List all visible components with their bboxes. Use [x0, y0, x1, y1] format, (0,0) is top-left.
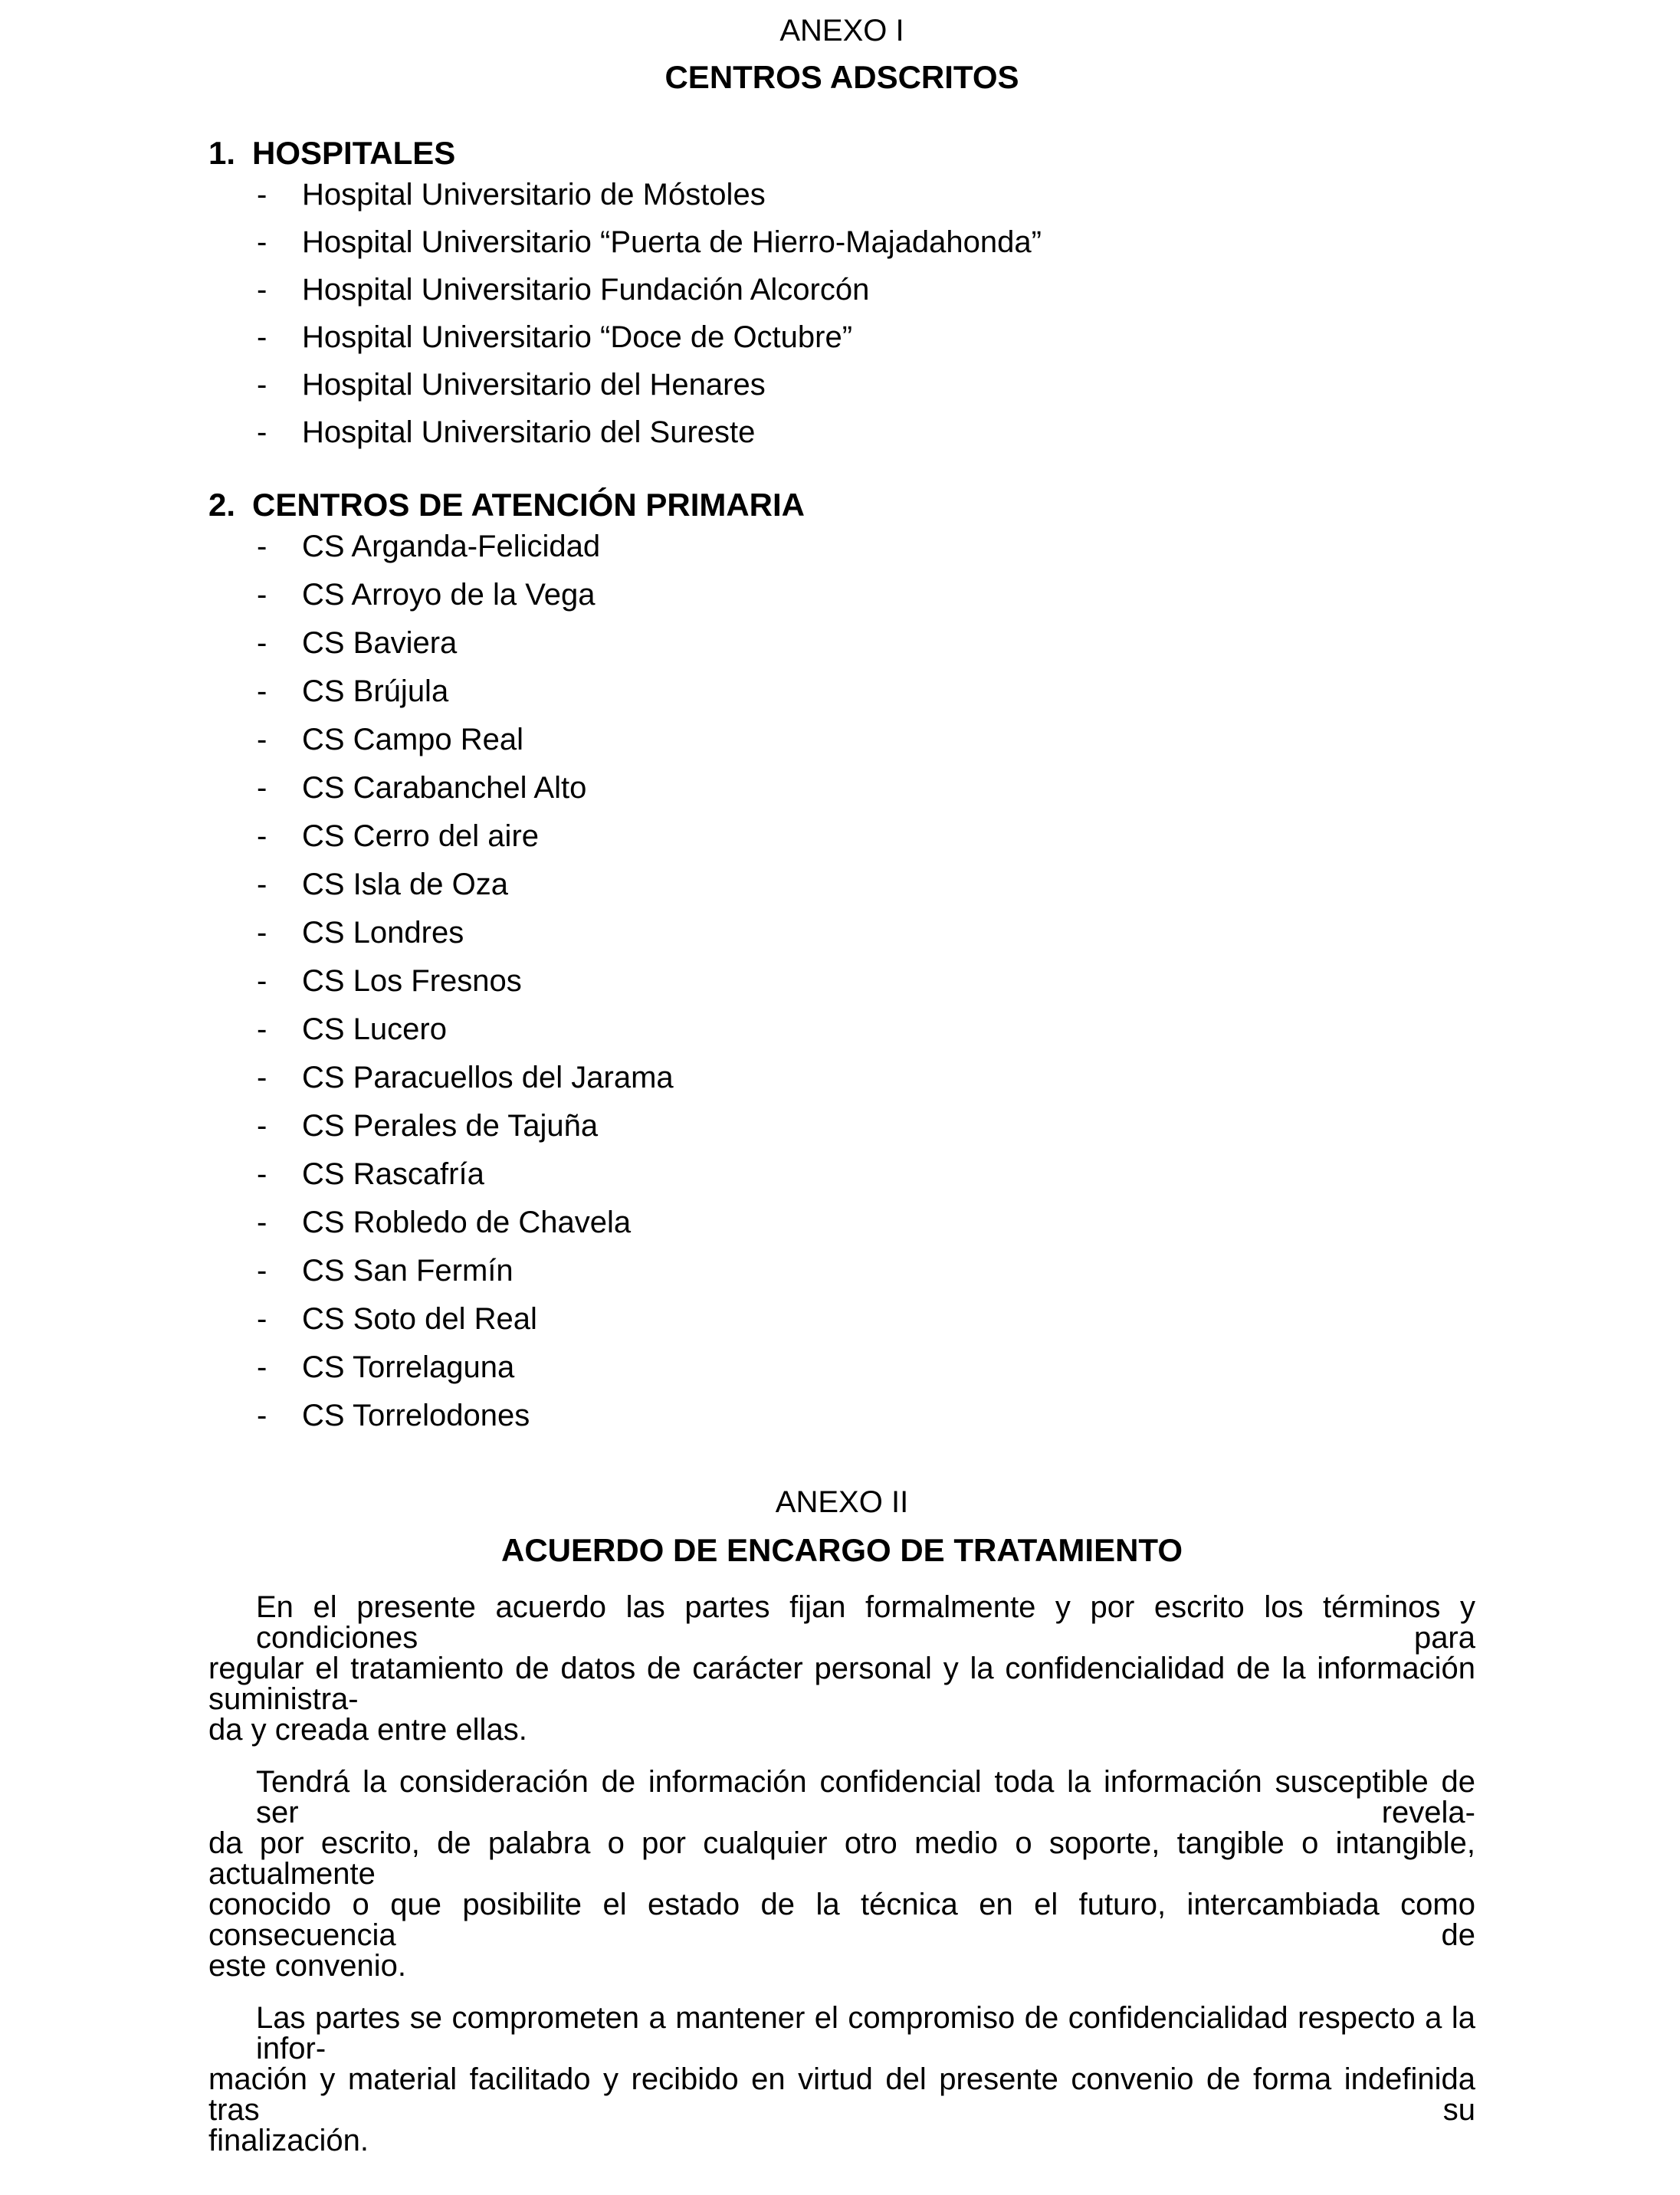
- list-item-label: Hospital Universitario “Puerta de Hierro-Majadahonda”: [302, 225, 1042, 259]
- list-item-label: CS Baviera: [302, 626, 458, 660]
- dash-bullet: -: [257, 1157, 267, 1191]
- list-item: [208, 1102, 1475, 1150]
- list-item: [208, 218, 1475, 266]
- anexo-i-title: ANEXO I: [779, 14, 904, 48]
- dash-bullet: -: [257, 771, 267, 805]
- section-hospitales: [208, 136, 1475, 456]
- paragraph-line: este convenio.: [208, 1949, 406, 1983]
- cs-list: [208, 523, 1475, 1440]
- paragraph-line: da por escrito, de palabra o por cualquier otro medio o soporte, tangible o intangible, actualmente: [208, 1826, 1475, 1891]
- list-item-label: Hospital Universitario de Móstoles: [302, 178, 766, 212]
- list-item-label: CS Arganda-Felicidad: [302, 530, 601, 563]
- dash-bullet: -: [257, 626, 267, 660]
- list-item-label: CS Lucero: [302, 1012, 447, 1046]
- dash-bullet: -: [257, 1109, 267, 1143]
- list-item-label: Hospital Universitario del Henares: [302, 368, 766, 402]
- list-item: [208, 171, 1475, 218]
- paragraph-line: da y creada entre ellas.: [208, 1713, 527, 1747]
- dash-bullet: -: [257, 368, 267, 402]
- list-item: [208, 668, 1475, 716]
- list-item: [208, 1054, 1475, 1102]
- section-atencion-primaria: [208, 487, 1475, 1440]
- list-item-label: CS Perales de Tajuña: [302, 1109, 599, 1143]
- dash-bullet: -: [257, 1254, 267, 1288]
- list-item-label: CS Rascafría: [302, 1157, 484, 1191]
- list-item: [208, 1247, 1475, 1295]
- list-item: [208, 1150, 1475, 1199]
- section-heading-atencion-primaria: [208, 487, 1475, 523]
- list-item-label: CS Carabanchel Alto: [302, 771, 587, 805]
- dash-bullet: -: [257, 1302, 267, 1336]
- list-item-label: CS Robledo de Chavela: [302, 1206, 632, 1239]
- list-item: [208, 1006, 1475, 1054]
- list-item: [208, 716, 1475, 764]
- list-item-label: CS Brújula: [302, 674, 449, 708]
- dash-bullet: -: [257, 1399, 267, 1432]
- list-item-label: Hospital Universitario “Doce de Octubre”: [302, 320, 853, 354]
- paragraph-line: En el presente acuerdo las partes fijan formalmente y por escrito los términos y condiciones para: [256, 1590, 1475, 1655]
- list-item: [208, 408, 1475, 456]
- list-item: [208, 313, 1475, 361]
- paragraph-line: conocido o que posibilite el estado de la técnica en el futuro, intercambiada como consecuencia de: [208, 1888, 1475, 1952]
- dash-bullet: -: [257, 1350, 267, 1384]
- list-item: [208, 909, 1475, 957]
- section-label: CENTROS DE ATENCIÓN PRIMARIA: [252, 487, 806, 523]
- agreement-paragraphs: [208, 1592, 1475, 2156]
- dash-bullet: -: [257, 819, 267, 853]
- dash-bullet: -: [257, 1061, 267, 1094]
- list-item-label: CS Campo Real: [302, 723, 524, 756]
- section-number: 1.: [208, 135, 236, 171]
- hospital-list: [208, 171, 1475, 456]
- list-item-label: CS Arroyo de la Vega: [302, 578, 596, 612]
- paragraph: [208, 1767, 1475, 1981]
- dash-bullet: -: [257, 916, 267, 950]
- list-item-label: CS Torrelaguna: [302, 1350, 515, 1384]
- anexo-i-subtitle: CENTROS ADSCRITOS: [664, 59, 1019, 95]
- list-item: [208, 1392, 1475, 1440]
- list-item-label: CS Isla de Oza: [302, 868, 509, 901]
- anexo-ii-title: ANEXO II: [775, 1485, 909, 1519]
- list-item-label: CS Los Fresnos: [302, 964, 522, 998]
- paragraph: [208, 1592, 1475, 1745]
- paragraph-line: mación y material facilitado y recibido en virtud del presente convenio de forma indefinida tras su: [208, 2062, 1475, 2127]
- list-item: [208, 1344, 1475, 1392]
- list-item: [208, 619, 1475, 668]
- list-item-label: CS Londres: [302, 916, 464, 950]
- list-item: [208, 266, 1475, 313]
- list-item-label: Hospital Universitario Fundación Alcorcón: [302, 273, 870, 307]
- paragraph-line: Tendrá la consideración de información confidencial toda la información susceptible de ser revela-: [256, 1765, 1475, 1829]
- list-item: [208, 523, 1475, 571]
- paragraph-line: regular el tratamiento de datos de carácter personal y la confidencialidad de la información suministra-: [208, 1652, 1475, 1716]
- paragraph-line: finalización.: [208, 2124, 369, 2157]
- dash-bullet: -: [257, 1012, 267, 1046]
- list-item: [208, 861, 1475, 909]
- dash-bullet: -: [257, 530, 267, 563]
- list-item-label: CS Paracuellos del Jarama: [302, 1061, 674, 1094]
- dash-bullet: -: [257, 178, 267, 212]
- dash-bullet: -: [257, 225, 267, 259]
- list-item-label: CS Torrelodones: [302, 1399, 530, 1432]
- dash-bullet: -: [257, 868, 267, 901]
- list-item-label: Hospital Universitario del Sureste: [302, 415, 756, 449]
- dash-bullet: -: [257, 578, 267, 612]
- dash-bullet: -: [257, 415, 267, 449]
- dash-bullet: -: [257, 320, 267, 354]
- dash-bullet: -: [257, 964, 267, 998]
- list-item: [208, 1295, 1475, 1344]
- list-item: [208, 764, 1475, 812]
- list-item: [208, 1199, 1475, 1247]
- list-item-label: CS Soto del Real: [302, 1302, 537, 1336]
- section-heading-hospitales: [208, 136, 1475, 171]
- paragraph: [208, 2003, 1475, 2156]
- list-item: [208, 812, 1475, 861]
- dash-bullet: -: [257, 723, 267, 756]
- section-label: HOSPITALES: [252, 135, 456, 171]
- list-item: [208, 957, 1475, 1006]
- list-item: [208, 361, 1475, 408]
- dash-bullet: -: [257, 273, 267, 307]
- dash-bullet: -: [257, 674, 267, 708]
- list-item-label: CS San Fermín: [302, 1254, 514, 1288]
- list-item: [208, 571, 1475, 619]
- dash-bullet: -: [257, 1206, 267, 1239]
- anexo-ii-subtitle: ACUERDO DE ENCARGO DE TRATAMIENTO: [500, 1532, 1183, 1568]
- paragraph-line: Las partes se comprometen a mantener el compromiso de confidencialidad respecto a la infor-: [256, 2001, 1475, 2065]
- section-number: 2.: [208, 487, 236, 523]
- list-item-label: CS Cerro del aire: [302, 819, 540, 853]
